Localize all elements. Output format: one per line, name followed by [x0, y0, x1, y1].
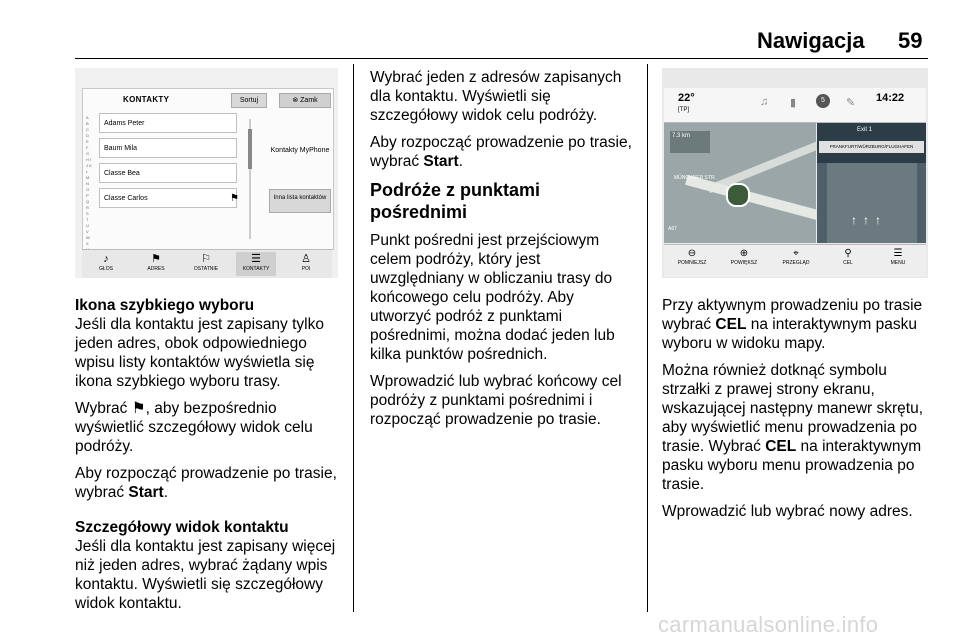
paragraph: Punkt pośredni jest przejściowym celem podróży, który jest uwzględniany w obliczaniu trasy do końcowego celu podróży. Aby utworzyć podróż z punktami pośrednimi, można dodać jeden lub kilka punktów pośrednich.: [370, 232, 615, 363]
vehicle-position-icon: [726, 183, 750, 207]
map-road: [685, 175, 823, 221]
bar-button-address[interactable]: ⚑ ADRES: [136, 252, 176, 272]
flag-icon: ⚑: [131, 400, 146, 417]
paragraph: Jeśli dla kontaktu jest zapisany tylko jeden adres, obok odpowiedniego wpisu listy kontaktów wyświetla się ikona szybkiego wyboru trasy.: [75, 316, 324, 390]
paragraph: Aby rozpocząć prowadzenie po trasie, wybrać Start.: [370, 134, 632, 170]
page-number: 59: [898, 28, 923, 53]
column-2: [370, 68, 632, 437]
quick-route-flag-icon[interactable]: ⚑: [230, 193, 239, 204]
contacts-icon: ☰: [251, 253, 261, 265]
paragraph: Wprowadzić lub wybrać nowy adres.: [662, 503, 913, 520]
watermark: carmanualsonline.info: [658, 612, 879, 637]
overview-button[interactable]: ⌖ PRZEGLĄD: [772, 247, 820, 266]
scroll-thumb[interactable]: [248, 129, 252, 169]
other-list-button[interactable]: Inna lista kontaktów: [269, 189, 331, 213]
alphabet-index: A B C D E F G H I J K L M N O P Q R S T U V W X: [86, 115, 92, 246]
nav-interaction-bar: [664, 244, 926, 277]
contacts-interaction-bar: [82, 249, 332, 278]
status-bar: [664, 88, 926, 123]
bar-button-contacts[interactable]: ☰ KONTAKTY: [236, 252, 276, 276]
section-title: Nawigacja: [757, 28, 865, 53]
bar-button-recent[interactable]: ⚐ OSTATNIE: [186, 252, 226, 272]
menu-button[interactable]: ☰ MENU: [874, 247, 922, 266]
column-divider-1: [353, 64, 354, 612]
zoom-in-button[interactable]: ⊕ POWIĘKSZ: [720, 247, 768, 266]
scrollbar[interactable]: [249, 119, 251, 239]
nav-tab-badge[interactable]: 5: [816, 94, 830, 108]
route-label: A67: [668, 226, 677, 232]
phone-icon[interactable]: ▮: [790, 97, 797, 109]
paragraph: Jeśli dla kontaktu jest zapisany więcej niż jeden adres, wybrać żądany wpis kontaktu. Wyświetli się szczegółowy widok kontaktu.: [75, 538, 336, 612]
lane-arrows-icon: ↑↑↑: [851, 213, 887, 227]
traffic-program: [TP]: [678, 107, 690, 113]
contacts-panel: [82, 88, 334, 250]
recent-icon: ⚐: [201, 253, 211, 265]
audio-icon[interactable]: ♫: [760, 96, 769, 108]
zoom-out-icon: ⊖: [687, 248, 697, 259]
contact-row[interactable]: Classe Carlos: [99, 188, 237, 208]
navigation-screen-image: [662, 68, 928, 278]
flag-icon: ⚑: [151, 253, 161, 265]
column-3: [662, 296, 930, 529]
menu-icon: ☰: [893, 248, 903, 259]
heading-waypoints: Podróże z punktami pośrednimi: [370, 180, 541, 222]
header-rule: [75, 58, 928, 59]
map-view[interactable]: [664, 123, 816, 243]
maneuver-distance: 7.3 km: [670, 131, 710, 153]
lane-road: [827, 163, 917, 243]
contact-row[interactable]: Baum Mila: [99, 138, 237, 158]
contacts-title: KONTAKTY: [123, 95, 170, 104]
sort-button[interactable]: Sortuj: [231, 93, 267, 108]
heading-quick-select: Ikona szybkiego wyboru: [75, 297, 255, 314]
contacts-screen-image: [75, 68, 338, 278]
bar-button-voice[interactable]: ♪ GŁOS: [86, 252, 126, 272]
poi-icon: ♙: [301, 253, 311, 265]
page-header: [0, 28, 960, 54]
destination-button[interactable]: ⚲ CEL: [824, 247, 872, 266]
close-button[interactable]: ⊗ Zamk: [279, 93, 331, 108]
column-divider-2: [647, 64, 648, 612]
paragraph: Można również dotknąć symbolu strzałki z prawej strony ekranu, wskazującej następny manewr skrętu, aby wyświetlić menu prowadzenia po trasie. Wybrać CEL na interaktywnym pasku wyboru menu prowadzenia po trasie.: [662, 362, 924, 493]
zoom-out-button[interactable]: ⊖ POMNIEJSZ: [668, 247, 716, 266]
bar-button-poi[interactable]: ♙ POI: [286, 252, 326, 272]
paragraph: Wybrać ⚑, aby bezpośrednio wyświetlić szczegółowy widok celu podróży.: [75, 400, 313, 455]
paragraph: Wybrać jeden z adresów zapisanych dla kontaktu. Wyświetli się szczegółowy widok celu podróży.: [370, 69, 622, 124]
column-1: [75, 296, 343, 621]
voice-icon: ♪: [103, 253, 109, 265]
clock: 14:22: [876, 92, 905, 104]
contact-row[interactable]: Adams Peter: [99, 113, 237, 133]
paragraph: Wprowadzić lub wybrać końcowy cel podróży z punktami pośrednimi i rozpocząć prowadzenie po trasie.: [370, 373, 622, 428]
lane-guidance[interactable]: [817, 123, 926, 243]
destination-icon: ⚲: [844, 248, 852, 259]
exit-label: Exit 1: [857, 127, 873, 133]
edit-icon[interactable]: ✎: [846, 97, 856, 109]
zoom-in-icon: ⊕: [739, 248, 749, 259]
myphone-label: Kontakty MyPhone: [270, 147, 330, 154]
contact-row[interactable]: Classe Bea: [99, 163, 237, 183]
heading-contact-detail: Szczegółowy widok kontaktu: [75, 519, 289, 536]
overview-icon: ⌖: [793, 248, 799, 259]
temperature: 22°: [678, 92, 695, 104]
direction-sign: FRANKFURT/WÜRZBURG/FLUGHAFEN: [819, 141, 924, 153]
paragraph: Przy aktywnym prowadzeniu po trasie wybrać CEL na interaktywnym pasku wyboru w widoku mapy.: [662, 297, 923, 352]
street-name: MÜNCHNER STR.: [674, 175, 716, 181]
paragraph: Aby rozpocząć prowadzenie po trasie, wybrać Start.: [75, 465, 337, 501]
